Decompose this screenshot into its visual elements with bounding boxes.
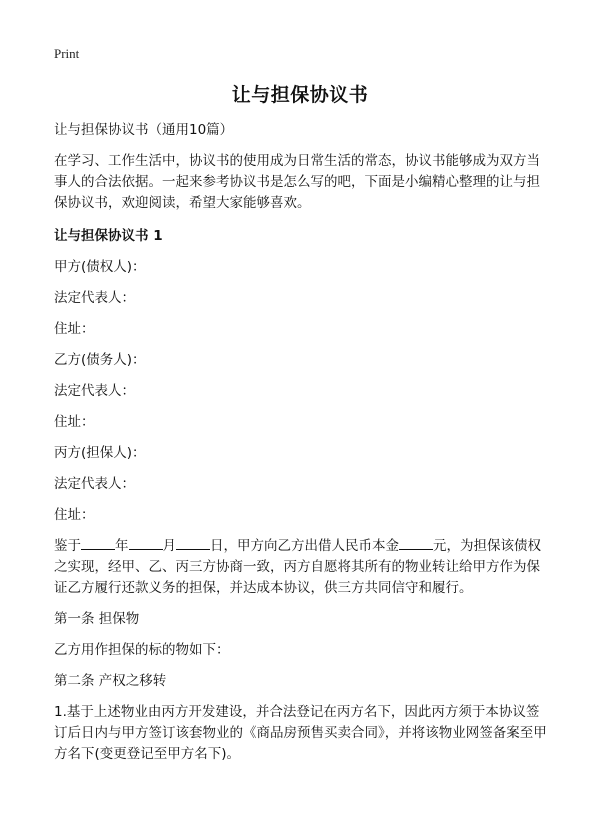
party-a-label: 甲方(债权人)： [54, 259, 146, 275]
article-1-text: 乙方用作担保的标的物如下： [54, 642, 230, 658]
section-heading: 让与担保协议书 1 [54, 228, 163, 244]
print-link[interactable]: Print [54, 46, 80, 61]
blank-month [129, 537, 163, 550]
recital-part-2: 年 [115, 538, 129, 554]
party-b-label: 乙方(债务人)： [54, 352, 146, 368]
blank-day [176, 537, 210, 550]
intro-paragraph: 在学习、工作生活中，协议书的使用成为日常生活的常态，协议书能够成为双方当事人的合法依据。一起来参考协议书是怎么写的吧，下面是小编精心整理的让与担保协议书，欢迎阅读，希望大家能够喜欢。 [54, 153, 540, 211]
party-c-address: 住址： [54, 507, 95, 523]
recital-part-1: 鉴于 [54, 538, 81, 554]
recital-part-3: 月 [162, 538, 176, 554]
article-1-title: 第一条 担保物 [54, 611, 140, 627]
document-title: 让与担保协议书 [231, 84, 369, 106]
document-subtitle: 让与担保协议书（通用10篇） [54, 122, 234, 138]
party-c-label: 丙方(担保人)： [54, 445, 146, 461]
party-a-representative: 法定代表人： [54, 290, 135, 306]
document-body [54, 120, 550, 765]
party-b-address: 住址： [54, 414, 95, 430]
article-2-title: 第二条 产权之移转 [54, 673, 167, 689]
party-a-address: 住址： [54, 321, 95, 337]
article-2-text: 1.基于上述物业由丙方开发建设，并合法登记在丙方名下，因此丙方须于本协议签订后日内与甲方签订该套物业的《商品房预售买卖合同》，并将该物业网签备案至甲方名下(变更登记至甲方名下)。 [54, 704, 547, 762]
blank-year [81, 537, 115, 550]
party-b-representative: 法定代表人： [54, 383, 135, 399]
recital-part-5: 元，为担保该债权之实现，经甲、乙、丙三方协商一致，丙方自愿将其所有的物业转让给甲方作为保证乙方履行还款义务的担保，并达成本协议，供三方共同信守和履行。 [54, 538, 541, 596]
recital-paragraph [54, 536, 550, 599]
blank-amount [399, 537, 433, 550]
party-c-representative: 法定代表人： [54, 476, 135, 492]
recital-part-4: 日，甲方向乙方出借人民币本金 [210, 538, 399, 554]
